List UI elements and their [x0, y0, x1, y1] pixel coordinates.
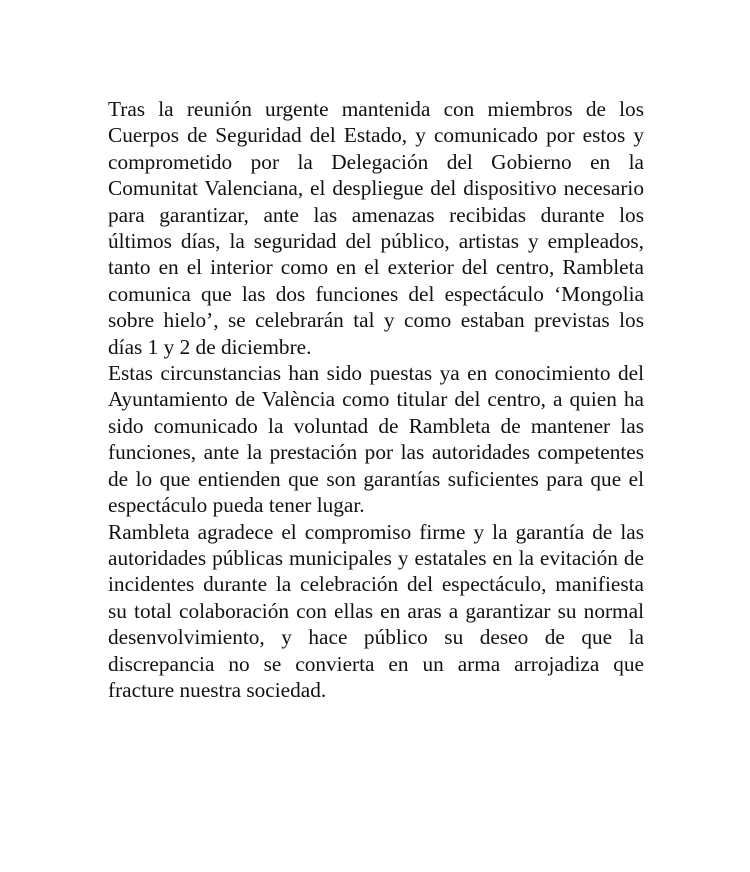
statement-body — [108, 96, 644, 703]
paragraph-1: Tras la reunión urgente mantenida con miembros de los Cuerpos de Seguridad del Estado, y comunicado por estos y comprometido por la Delegación del Gobierno en la Comunitat Valenciana, el despliegue del dispositivo necesario para garantizar, ante las amenazas recibidas durante los últimos días, la seguridad del público, artistas y empleados, tanto en el interior como en el exterior del centro, Rambleta comunica que las dos funciones del espectáculo ‘Mongolia sobre hielo’, se celebrarán tal y como estaban previstas los días 1 y 2 de diciembre. — [108, 97, 644, 359]
paragraph-3: Rambleta agradece el compromiso firme y la garantía de las autoridades públicas municipales y estatales en la evitación de incidentes durante la celebración del espectáculo, manifiesta su total colaboración con ellas en aras a garantizar su normal desenvolvimiento, y hace público su deseo de que la discrepancia no se convierta en un arma arrojadiza que fracture nuestra sociedad. — [108, 519, 644, 702]
paragraph-2: Estas circunstancias han sido puestas ya en conocimiento del Ayuntamiento de València como titular del centro, a quien ha sido comunicado la voluntad de Rambleta de mantener las funciones, ante la prestación por las autoridades competentes de lo que entienden que son garantías suficientes para que el espectáculo pueda tener lugar. — [108, 361, 644, 518]
